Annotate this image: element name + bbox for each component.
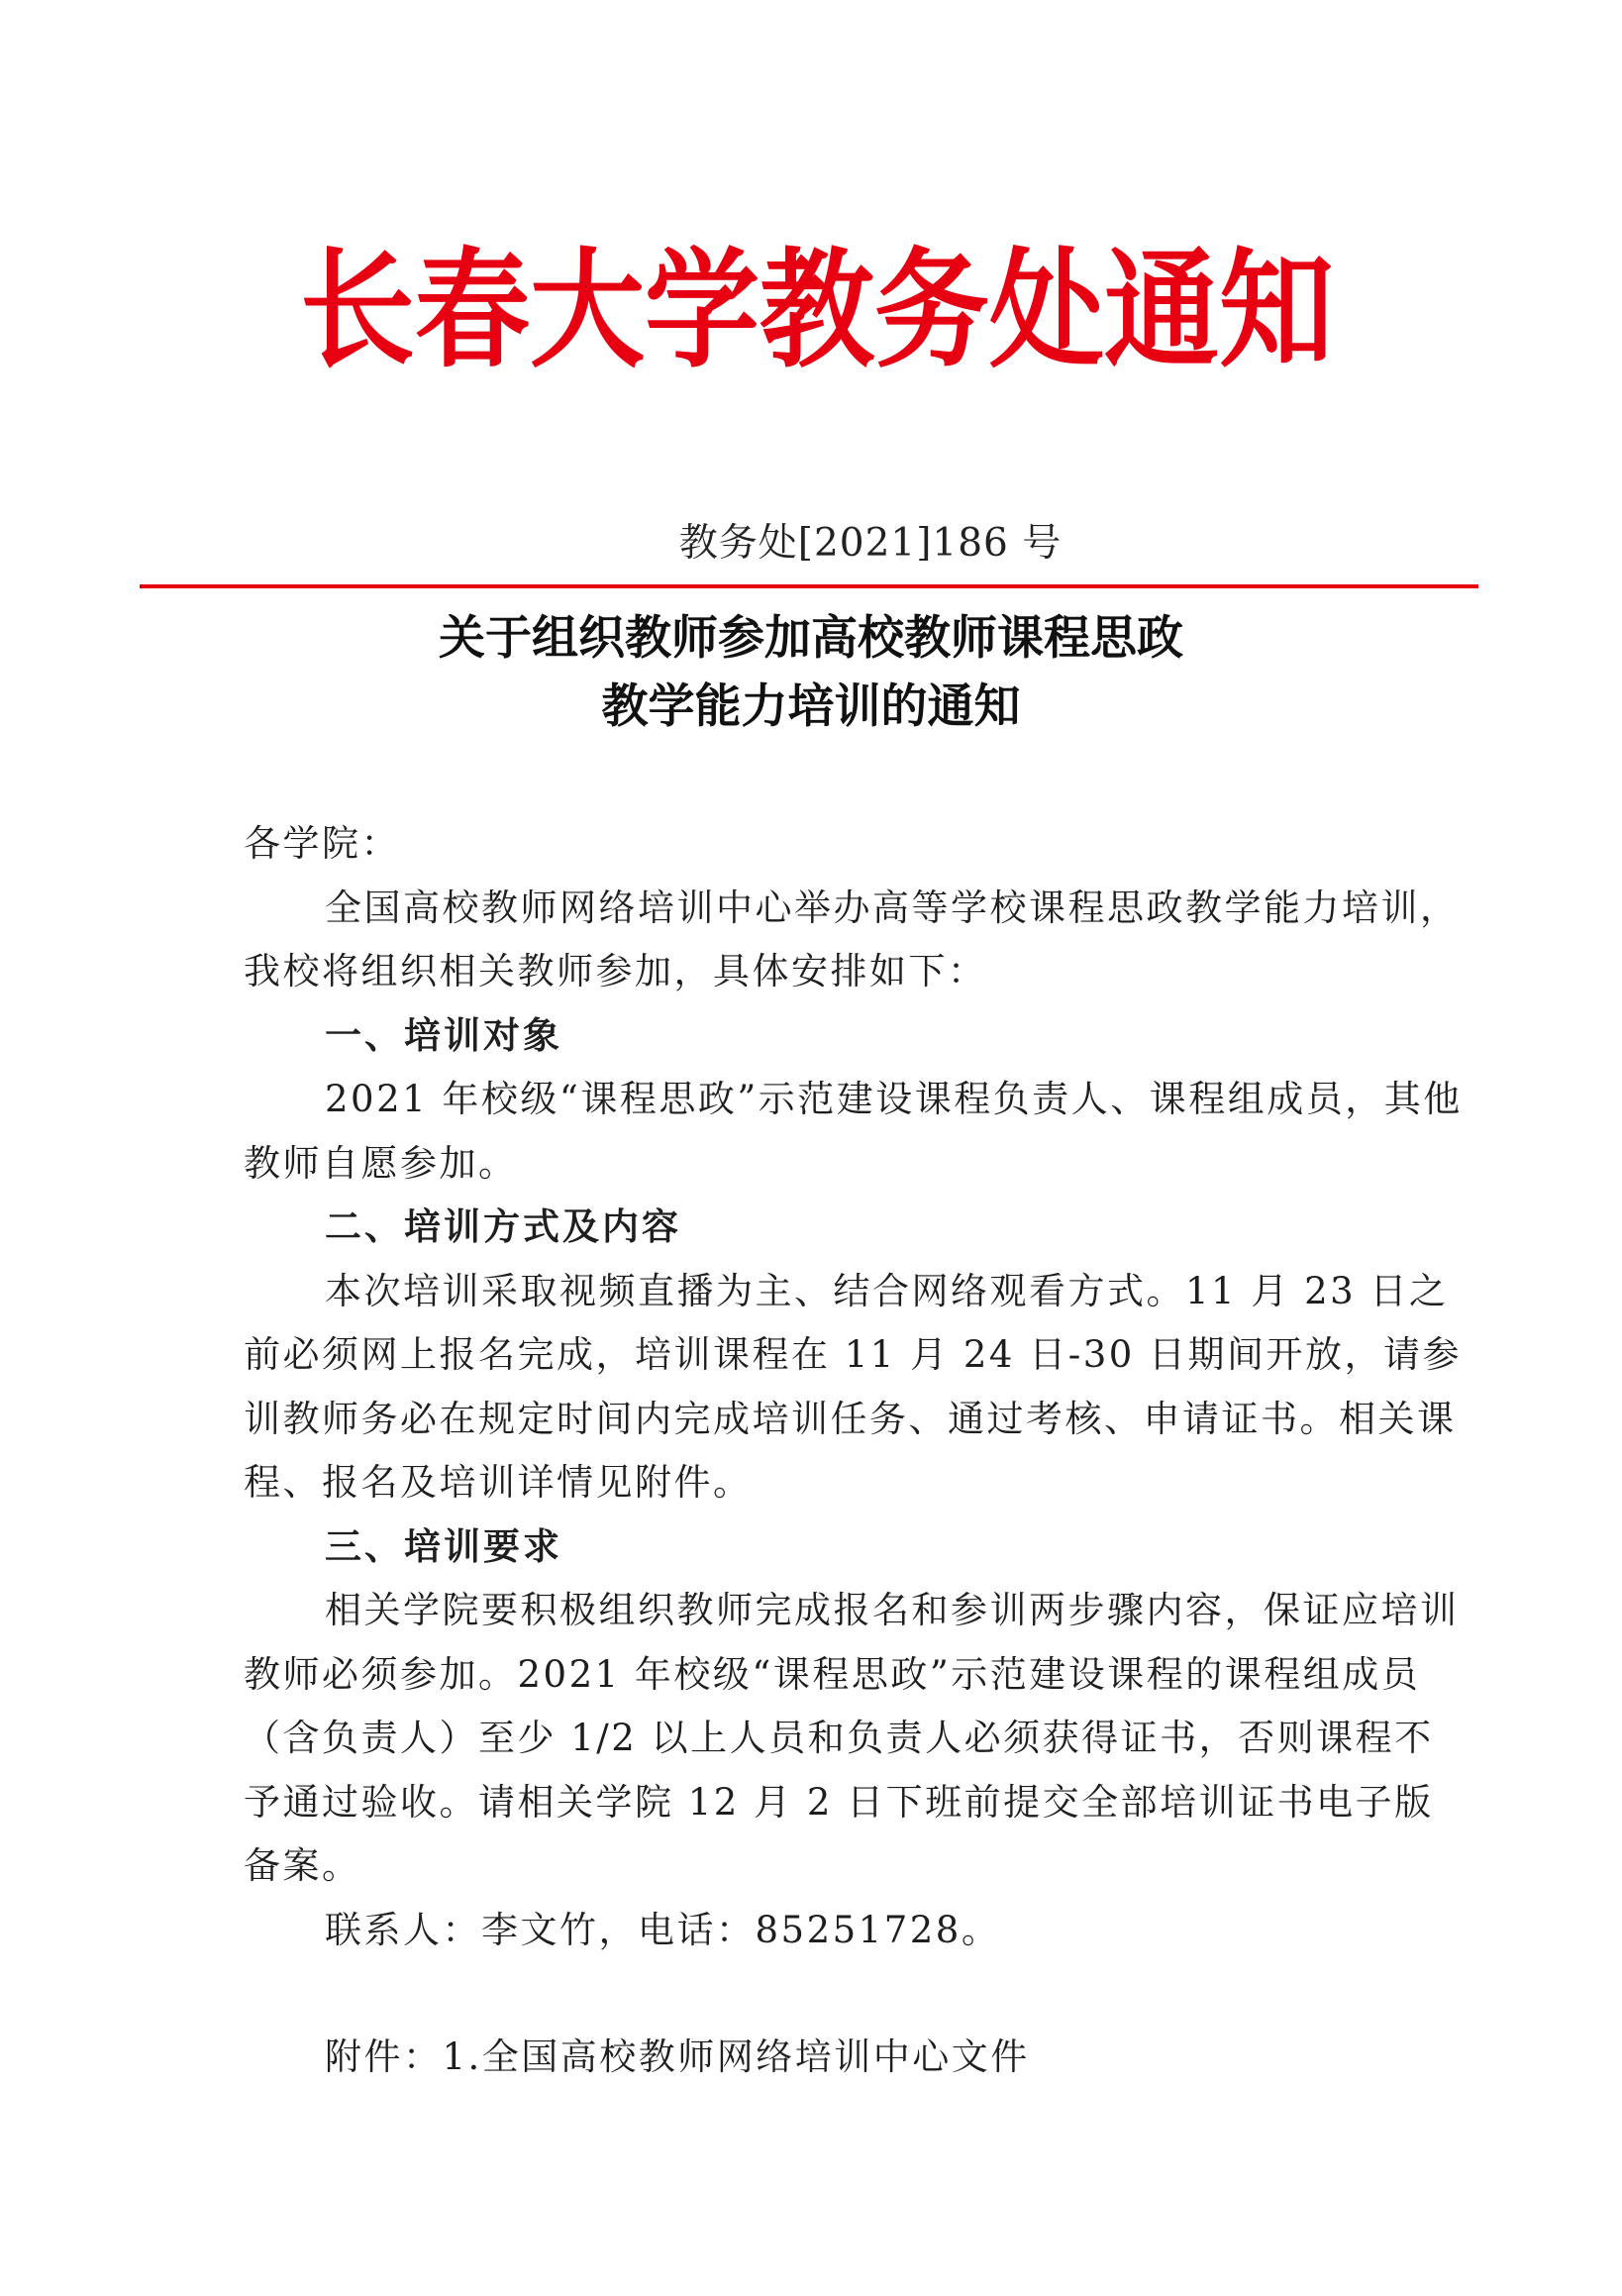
intro-paragraph: 全国高校教师网络培训中心举办高等学校课程思政教学能力培训，我校将组织相关教师参加，具体安排如下： — [244, 886, 1460, 992]
masthead-title: 长春大学教务处通知 — [300, 235, 1334, 386]
notice-title-line-1: 关于组织教师参加高校教师课程思政 — [439, 611, 1183, 666]
notice-title-line-2: 教学能力培训的通知 — [601, 679, 1021, 734]
section-heading-targets: 一、培训对象 — [325, 1013, 562, 1057]
contact-line: 联系人：李文竹，电话：85251728。 — [325, 1908, 1001, 1951]
section-heading-method: 二、培训方式及内容 — [325, 1205, 681, 1248]
attachment-line: 附件：1.全国高校教师网络培训中心文件 — [325, 2035, 1030, 2078]
section-text-method: 本次培训采取视频直播为主、结合网络观看方式。11 月 23 日之前必须网上报名完成，培训课程在 11 月 24 日-30 日期间开放，请参训教师务必在规定时间内完成培训任务、通过考核、申请证书。相关课程、报名及培训详情见附件。 — [244, 1269, 1463, 1504]
salutation: 各学院： — [244, 822, 400, 865]
red-divider-line — [140, 584, 1478, 588]
spacer — [244, 1962, 1471, 2026]
notice-title — [0, 604, 1622, 741]
section-text-targets: 2021 年校级“课程思政”示范建设课程负责人、课程组成员，其他教师自愿参加。 — [244, 1078, 1463, 1185]
notice-body — [244, 812, 1471, 2090]
section-text-requirements: 相关学院要积极组织教师完成报名和参训两步骤内容，保证应培训教师必须参加。2021 年校级“课程思政”示范建设课程的课程组成员（含负责人）至少 1/2 以上人员和负责人必须获得证书，否则课程不予通过验收。请相关学院 12 月 2 日下班前提交全部培训证书电子版备案。 — [244, 1589, 1460, 1887]
document-number: 教务处[2021]186 号 — [678, 521, 1063, 566]
section-heading-requirements: 三、培训要求 — [325, 1524, 562, 1568]
